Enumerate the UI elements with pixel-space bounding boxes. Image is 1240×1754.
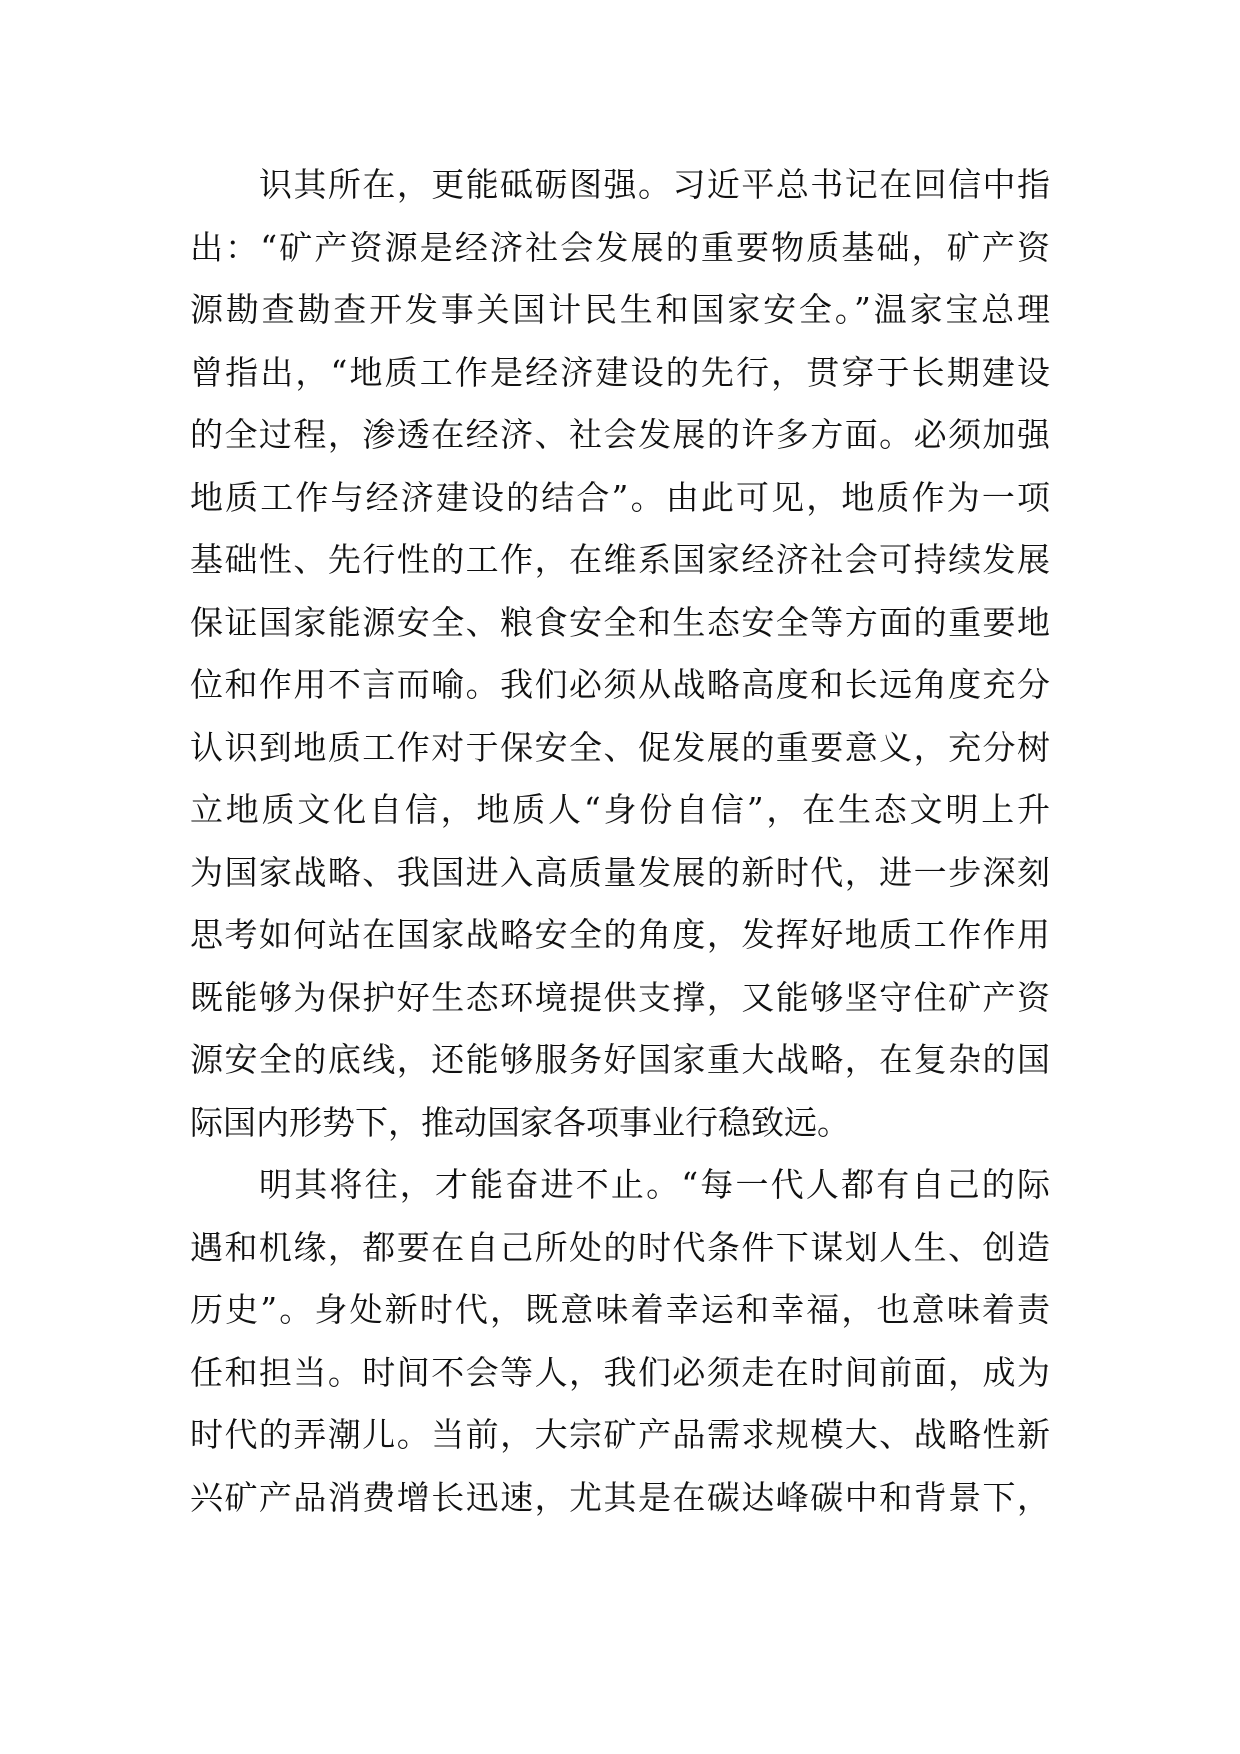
text-line: 认识到地质工作对于保安全、促发展的重要意义，充分树 xyxy=(190,727,1050,767)
text-line: 际国内形势下，推动国家各项事业行稳致远。 xyxy=(190,1102,850,1142)
text-line: 的全过程，渗透在经济、社会发展的许多方面。必须加强 xyxy=(190,415,1050,454)
text-line: 兴矿产品消费增长迅速，尤其是在碳达峰碳中和背景下， xyxy=(190,1477,1050,1517)
text-line: 遇和机缘，都要在自己所处的时代条件下谋划人生、创造 xyxy=(190,1227,1050,1267)
text-line: 保证国家能源安全、粮食安全和生态安全等方面的重要地 xyxy=(190,602,1050,642)
document-body xyxy=(190,154,1050,1529)
text-line: 历史”。身处新时代，既意味着幸运和幸福，也意味着责 xyxy=(190,1290,1050,1329)
text-line: 既能够为保护好生态环境提供支撑，又能够坚守住矿产资 xyxy=(190,977,1050,1017)
text-line: 识其所在，更能砥砺图强。习近平总书记在回信中指 xyxy=(259,165,1050,204)
text-line: 明其将往，才能奋进不止。“每一代人都有自己的际 xyxy=(259,1165,1050,1204)
text-line: 思考如何站在国家战略安全的角度，发挥好地质工作作用 xyxy=(190,915,1050,954)
text-line: 源勘查勘查开发事关国计民生和国家安全。”温家宝总理 xyxy=(190,290,1050,329)
text-line: 地质工作与经济建设的结合”。由此可见，地质作为一项 xyxy=(190,477,1050,517)
paragraph-2 xyxy=(190,1154,1050,1529)
text-line: 时代的弄潮儿。当前，大宗矿产品需求规模大、战略性新 xyxy=(190,1415,1050,1454)
text-line: 为国家战略、我国进入高质量发展的新时代，进一步深刻 xyxy=(190,852,1050,892)
text-line: 曾指出，“地质工作是经济建设的先行，贯穿于长期建设 xyxy=(190,352,1050,392)
text-line: 出：“矿产资源是经济社会发展的重要物质基础，矿产资 xyxy=(190,227,1050,267)
text-line: 位和作用不言而喻。我们必须从战略高度和长远角度充分 xyxy=(190,665,1050,704)
text-line: 源安全的底线，还能够服务好国家重大战略，在复杂的国 xyxy=(190,1040,1050,1079)
text-line: 基础性、先行性的工作，在维系国家经济社会可持续发展 xyxy=(190,540,1050,579)
text-line: 任和担当。时间不会等人，我们必须走在时间前面，成为 xyxy=(190,1352,1050,1392)
paragraph-1 xyxy=(190,154,1050,1154)
text-line: 立地质文化自信，地质人“身份自信”，在生态文明上升 xyxy=(190,790,1050,829)
